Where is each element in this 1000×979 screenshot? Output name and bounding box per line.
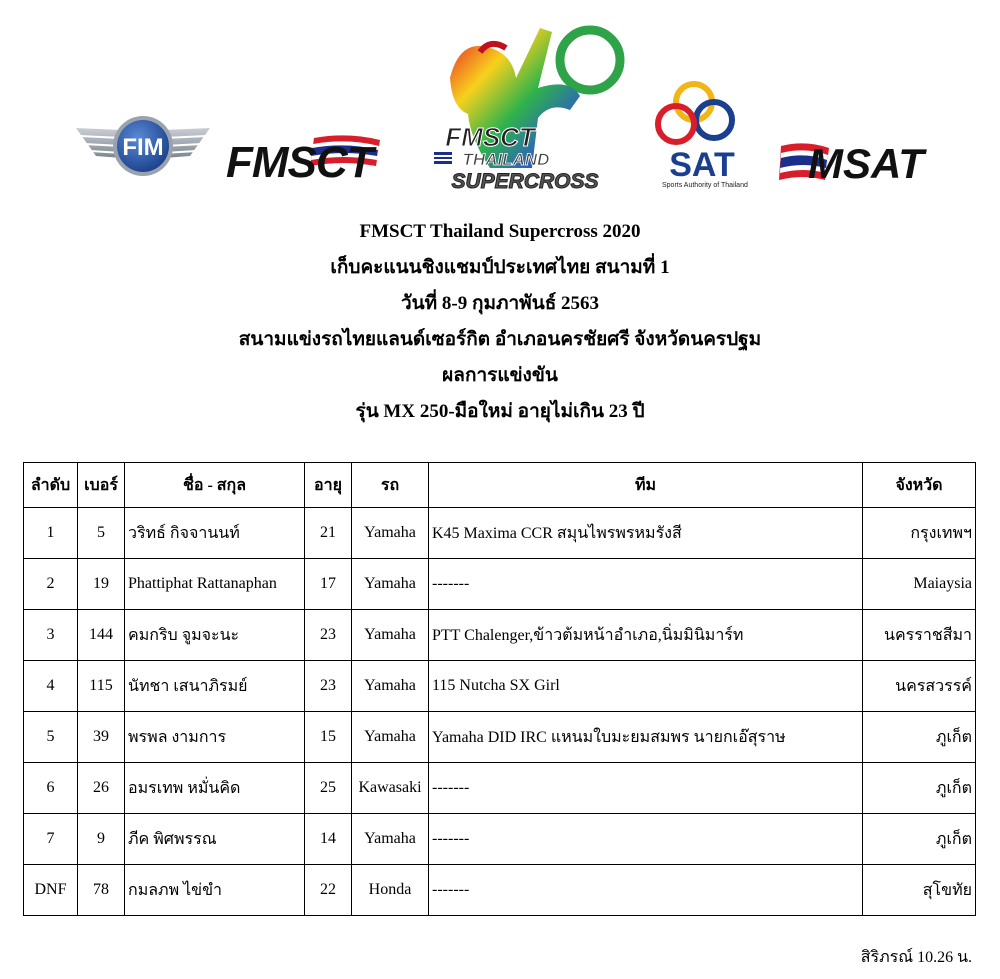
cell-bike: Yamaha (352, 814, 429, 865)
cell-rank: 6 (24, 763, 78, 814)
cell-province: ภูเก็ต (863, 712, 976, 763)
cell-age: 25 (305, 763, 352, 814)
sat-logo-text: SAT (669, 146, 735, 184)
cell-rank: 3 (24, 610, 78, 661)
cell-name: ภีค พิศพรรณ (125, 814, 305, 865)
cell-bike: Kawasaki (352, 763, 429, 814)
cell-rank: 2 (24, 559, 78, 610)
table-row (24, 610, 976, 661)
cell-age: 17 (305, 559, 352, 610)
cell-rank: 1 (24, 508, 78, 559)
sat-caption: Sports Authority of Thailand (662, 182, 748, 189)
header-age: อายุ (305, 463, 352, 508)
cell-province: นครสวรรค์ (863, 661, 976, 712)
sat-logo (650, 78, 748, 194)
cell-province: สุโขทัย (863, 865, 976, 916)
cell-name: กมลภพ ไข่ขำ (125, 865, 305, 916)
event-title: FMSCT Thailand Supercross 2020 (359, 221, 641, 242)
footer-note: สิริภรณ์ 10.26 น. (860, 949, 972, 966)
cell-name: วริทธ์ กิจจานนท์ (125, 508, 305, 559)
cell-team: Yamaha DID IRC แหนมใบมะยมสมพร นายกเอ๊สุราษ (429, 712, 863, 763)
document-headings (0, 214, 1000, 430)
cell-province: กรุงเทพฯ (863, 508, 976, 559)
cell-province: ภูเก็ต (863, 814, 976, 865)
header-team: ทีม (429, 463, 863, 508)
cell-team: ------- (429, 559, 863, 610)
cell-bike: Yamaha (352, 610, 429, 661)
table-header-row (24, 463, 976, 508)
class-title: รุ่น MX 250-มือใหม่ อายุไม่เกิน 23 ปี (355, 401, 645, 422)
cell-rank: 7 (24, 814, 78, 865)
header-rank: ลำดับ (24, 463, 78, 508)
cell-age: 23 (305, 661, 352, 712)
cell-name: พรพล งามการ (125, 712, 305, 763)
header-bike: รถ (352, 463, 429, 508)
cell-rank: DNF (24, 865, 78, 916)
cell-name: นัทชา เสนาภิรมย์ (125, 661, 305, 712)
cell-team: 115 Nutcha SX Girl (429, 661, 863, 712)
table-row (24, 559, 976, 610)
cell-name: คมกริบ จูมจะนะ (125, 610, 305, 661)
cell-bike: Yamaha (352, 559, 429, 610)
results-title: ผลการแข่งขัน (442, 365, 558, 386)
msat-logo: MSAT (808, 140, 924, 187)
fim-logo (76, 108, 210, 188)
cell-team: PTT Chalenger,ข้าวต้มหน้าอำเภอ,นิ่มมินิมาร์ท (429, 610, 863, 661)
supercross-logo-text-2: THAILAND (462, 150, 550, 169)
table-row (24, 661, 976, 712)
cell-number: 19 (78, 559, 125, 610)
table-row (24, 865, 976, 916)
cell-age: 15 (305, 712, 352, 763)
cell-number: 39 (78, 712, 125, 763)
cell-age: 22 (305, 865, 352, 916)
logo-banner (0, 0, 1000, 205)
cell-rank: 5 (24, 712, 78, 763)
cell-bike: Yamaha (352, 712, 429, 763)
results-table (23, 462, 976, 916)
cell-name: อมรเทพ หมั่นคิด (125, 763, 305, 814)
supercross-logo-text-3: SUPERCROSS (451, 170, 599, 193)
cell-team: ------- (429, 763, 863, 814)
cell-team: K45 Maxima CCR สมุนไพรพรหมรังสี (429, 508, 863, 559)
supercross-logo-text-1: FMSCT (445, 122, 535, 152)
cell-province: ภูเก็ต (863, 763, 976, 814)
cell-age: 23 (305, 610, 352, 661)
fim-logo-text: FIM (122, 134, 164, 161)
cell-rank: 4 (24, 661, 78, 712)
cell-number: 5 (78, 508, 125, 559)
cell-number: 26 (78, 763, 125, 814)
header-name: ชื่อ - สกุล (125, 463, 305, 508)
cell-province: Maiaysia (863, 559, 976, 610)
cell-number: 78 (78, 865, 125, 916)
cell-team: ------- (429, 865, 863, 916)
table-row (24, 763, 976, 814)
fmsct-logo: FMSCT (226, 138, 373, 187)
cell-age: 21 (305, 508, 352, 559)
cell-name: Phattiphat Rattanaphan (125, 559, 305, 610)
table-row (24, 814, 976, 865)
cell-age: 14 (305, 814, 352, 865)
cell-team: ------- (429, 814, 863, 865)
cell-number: 144 (78, 610, 125, 661)
thailand-supercross-logo (420, 18, 640, 194)
cell-bike: Yamaha (352, 661, 429, 712)
header-province: จังหวัด (863, 463, 976, 508)
cell-number: 115 (78, 661, 125, 712)
table-row (24, 712, 976, 763)
table-row (24, 508, 976, 559)
event-venue: สนามแข่งรถไทยแลนด์เซอร์กิต อำเภอนครชัยศรี จังหวัดนครปฐม (238, 329, 762, 350)
cell-bike: Yamaha (352, 508, 429, 559)
cell-bike: Honda (352, 865, 429, 916)
round-title: เก็บคะแนนชิงแชมป์ประเทศไทย สนามที่ 1 (330, 257, 670, 278)
cell-province: นครราชสีมา (863, 610, 976, 661)
header-number: เบอร์ (78, 463, 125, 508)
event-date: วันที่ 8-9 กุมภาพันธ์ 2563 (400, 293, 600, 314)
cell-number: 9 (78, 814, 125, 865)
